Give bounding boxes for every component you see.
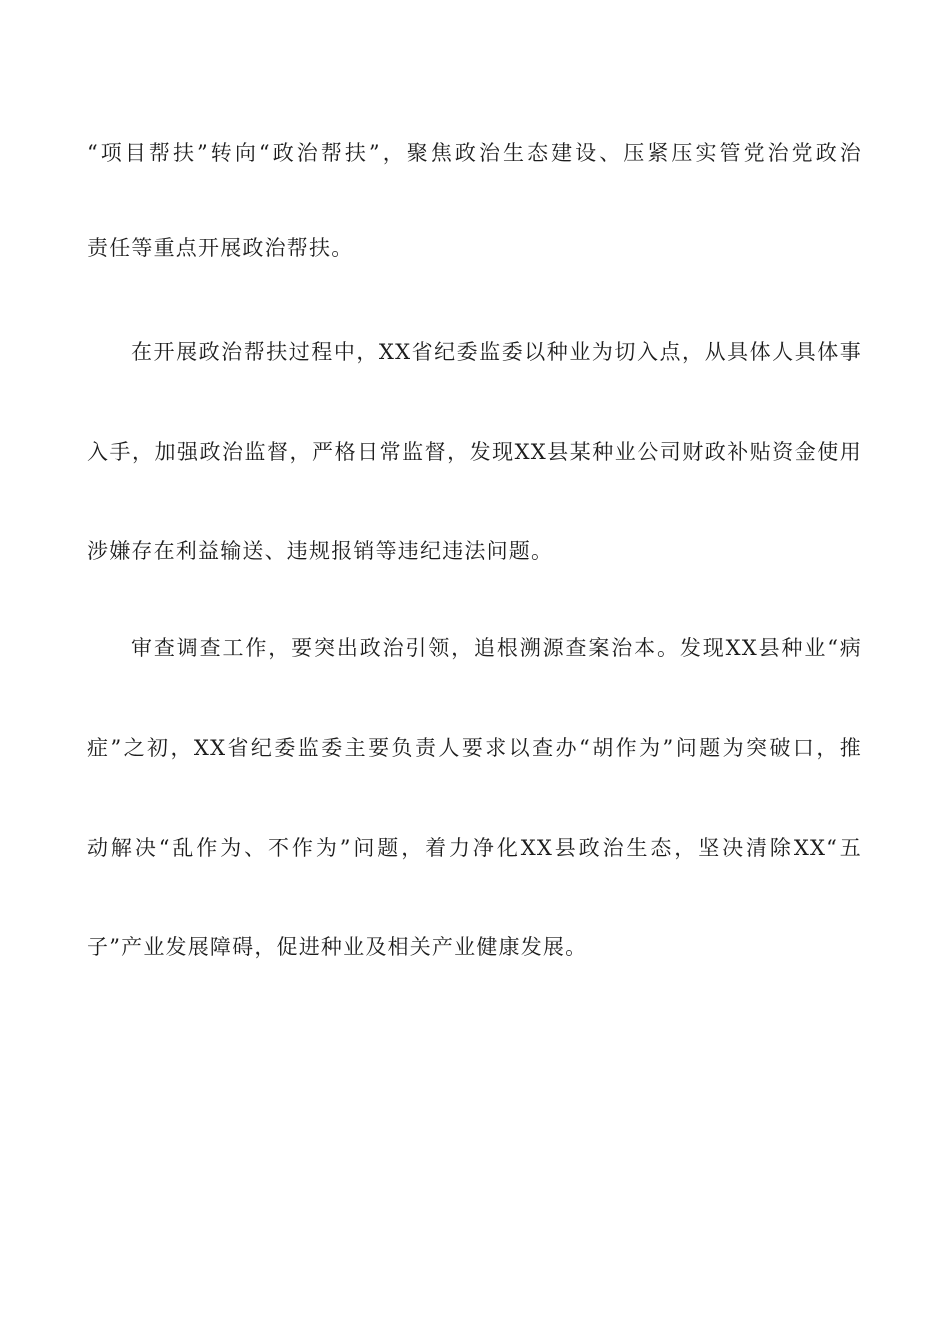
paragraph-line: 在开展政治帮扶过程中，XX省纪委监委以种业为切入点，从具体人具体事 (131, 340, 862, 364)
paragraph-line: 子”产业发展障碍，促进种业及相关产业健康发展。 (87, 935, 588, 959)
paragraph-line: 入手，加强政治监督，严格日常监督，发现XX县某种业公司财政补贴资金使用 (87, 440, 862, 464)
paragraph-line: 涉嫌存在利益输送、违规报销等违纪违法问题。 (87, 539, 554, 563)
paragraph-line: 动解决“乱作为、不作为”问题，着力净化XX县政治生态，坚决清除XX“五 (87, 836, 862, 860)
paragraph-line: 责任等重点开展政治帮扶。 (87, 236, 354, 260)
paragraph-line: 症”之初，XX省纪委监委主要负责人要求以查办“胡作为”问题为突破口，推 (87, 736, 862, 760)
paragraph-line: 审查调查工作，要突出政治引领，追根溯源查案治本。发现XX县种业“病 (131, 636, 862, 660)
paragraph-line: “项目帮扶”转向“政治帮扶”，聚焦政治生态建设、压紧压实管党治党政治 (87, 141, 862, 165)
